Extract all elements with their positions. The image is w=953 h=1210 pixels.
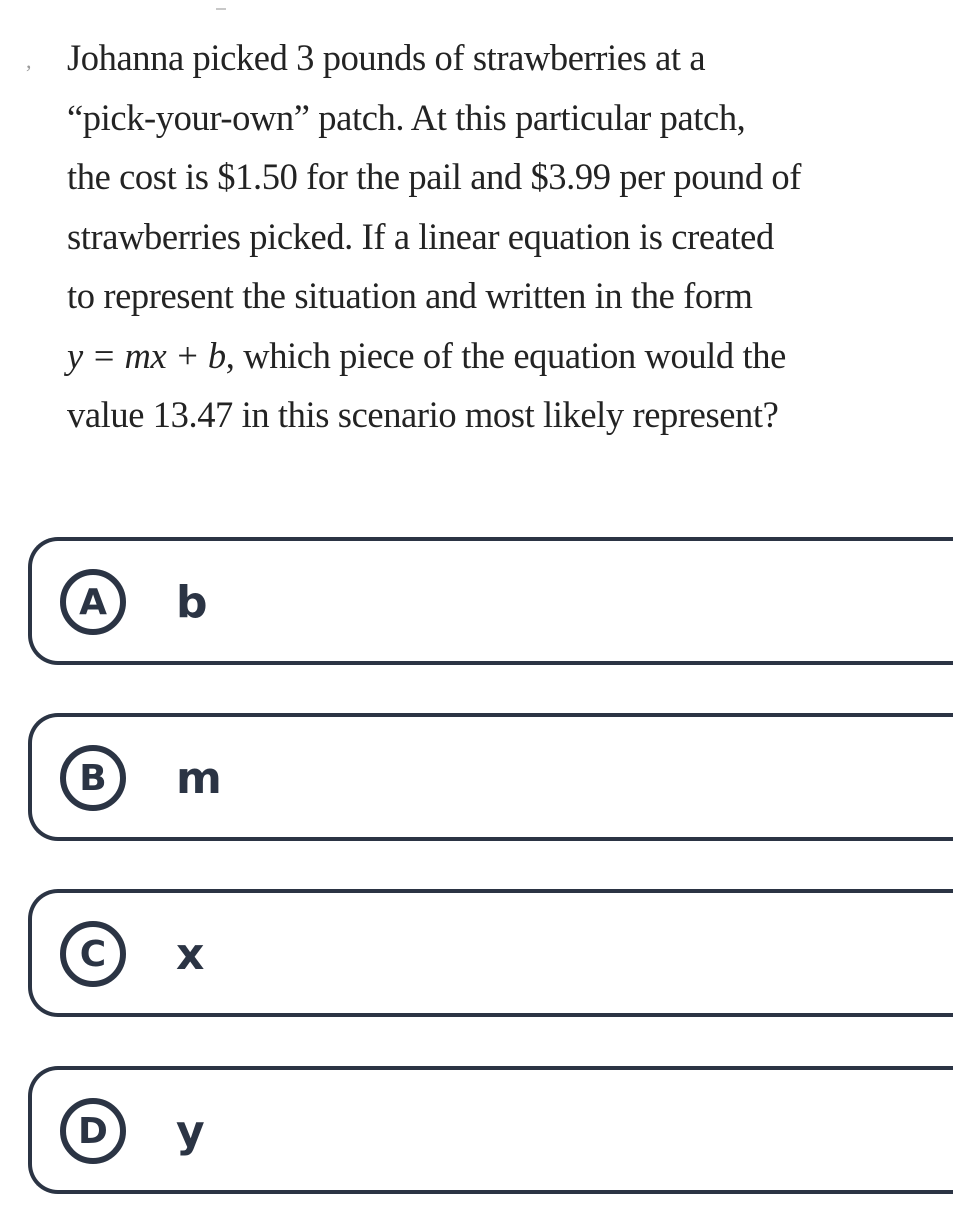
scan-artifact-mark [216, 8, 226, 10]
question-line-7: value 13.47 in this scenario most likely represent? [67, 394, 779, 435]
choice-text-b: m [176, 753, 222, 804]
question-text [67, 28, 927, 445]
choice-letter-badge-b: B [60, 745, 126, 811]
choice-text-c: x [176, 929, 205, 980]
question-line-2: “pick-your-own” patch. At this particular patch, [67, 96, 746, 138]
question-line-6 [67, 326, 927, 386]
question-line-5: to represent the situation and written in the form [67, 275, 753, 316]
equation: y = mx + b [67, 334, 226, 376]
answer-choice-b[interactable] [28, 713, 953, 841]
question-line-3: the cost is $1.50 for the pail and $3.99 per pound of [67, 156, 802, 197]
stray-comma-mark: , [26, 48, 32, 73]
question-line-1: Johanna picked 3 pounds of strawberries at a [67, 37, 706, 78]
choice-text-a: b [176, 577, 208, 628]
choice-text-d: y [176, 1106, 205, 1157]
question-line-4: strawberries picked. If a linear equation is created [67, 215, 774, 257]
choice-letter-badge-c: C [60, 921, 126, 987]
answer-choice-d[interactable] [28, 1066, 953, 1194]
choice-letter-badge-d: D [60, 1098, 126, 1164]
answer-choice-c[interactable] [28, 889, 953, 1017]
question-line-6-rest: , which piece of the equation would the [225, 334, 786, 376]
choice-letter-badge-a: A [60, 569, 126, 635]
answer-choice-a[interactable] [28, 537, 953, 665]
